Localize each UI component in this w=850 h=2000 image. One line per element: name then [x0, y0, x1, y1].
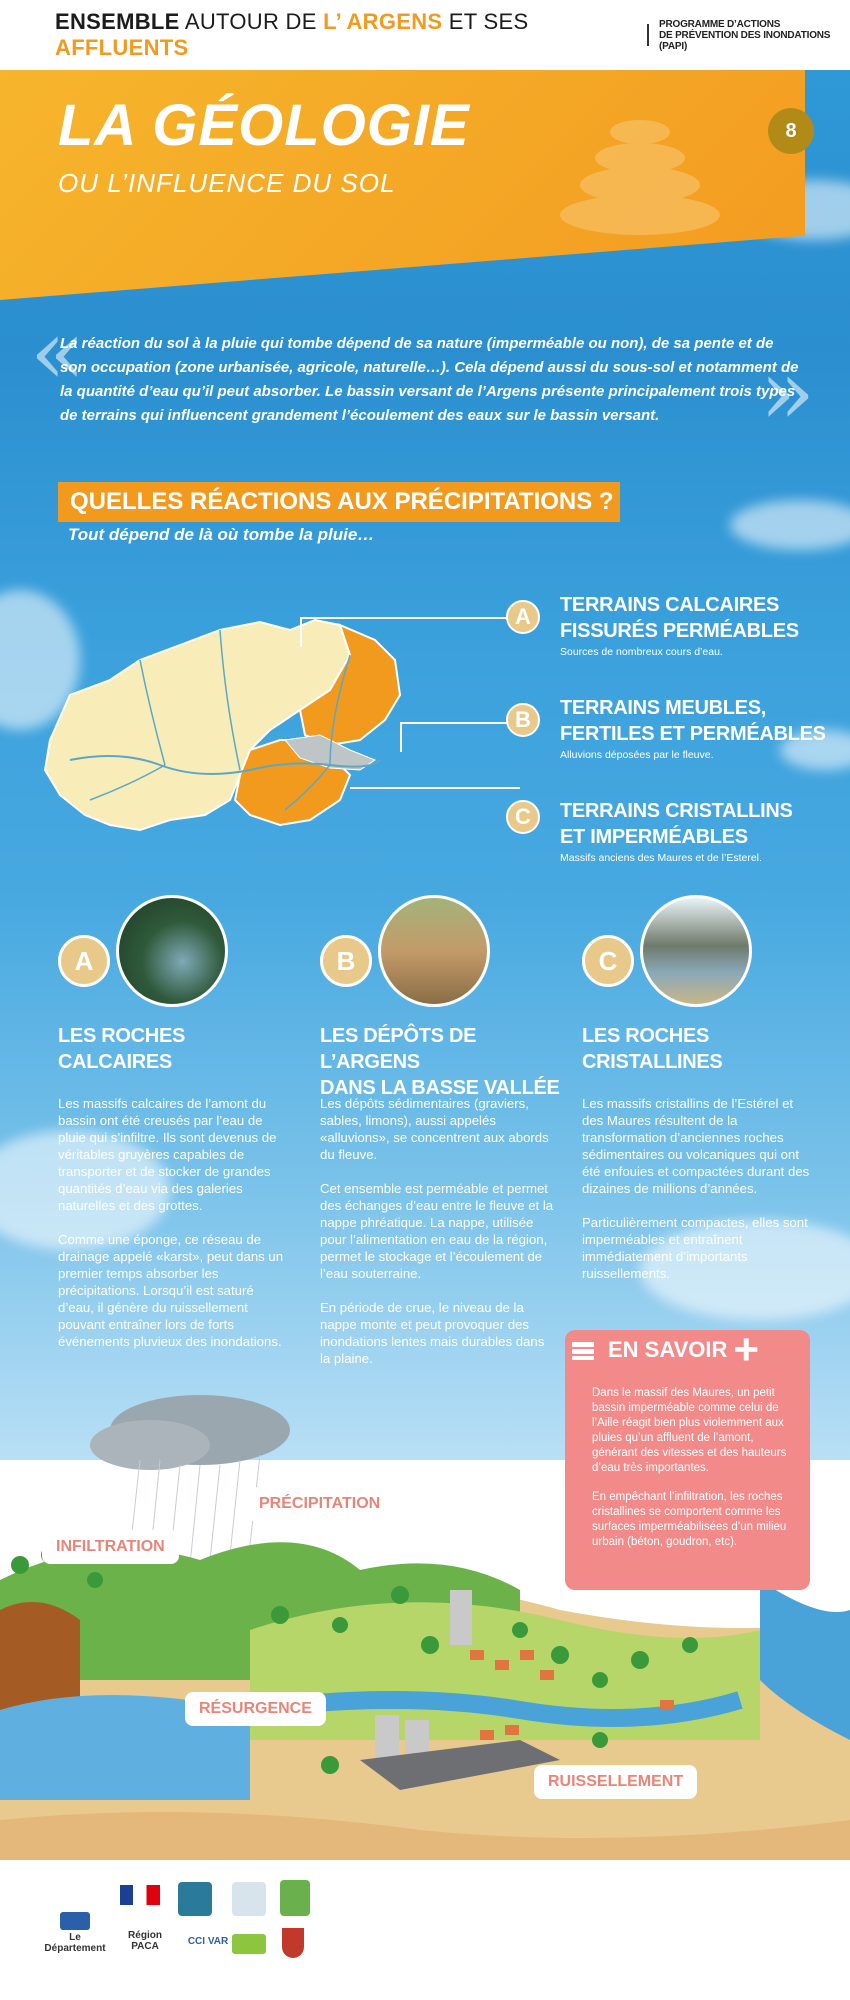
logo-republique-icon: [120, 1885, 160, 1905]
en-savoir-plus-header: [570, 1325, 760, 1374]
logo-departement-icon: [60, 1912, 90, 1930]
legend-a-line2: FISSURÉS: [560, 620, 663, 642]
column-b-title-line2: DANS LA BASSE VALLÉE: [320, 1077, 560, 1099]
badge-a: A: [58, 935, 110, 987]
column-c-paragraph: Particulièrement compactes, elles sont imperméables et entraînent immédiatement d’importants ruissellements.: [582, 1215, 808, 1281]
page-subtitle: OU L’INFLUENCE DU SOL: [58, 168, 396, 198]
header-bar: [0, 0, 850, 70]
legend-item-a: [560, 592, 799, 658]
papi-line1: PROGRAMME D’ACTIONS: [659, 18, 781, 30]
rain-cloud: [90, 1420, 210, 1470]
legend-item-b: [560, 695, 826, 761]
header-part-argens: L’ ARGENS: [323, 9, 443, 34]
legend-c-desc: Massifs anciens des Maures et de l’Esterel.: [560, 852, 762, 864]
tag-resurgence: RÉSURGENCE: [185, 1692, 326, 1726]
header-part-autour: AUTOUR DE: [179, 9, 324, 34]
column-a-paragraph: Comme une éponge, ce réseau de drainage appelé «karst», peut dans un premier temps absorber les précipitations. Lorsqu’il est saturé d’eau, il génère du ruissellement pouvant entraîner lors de forts événements pluvieux des inondations.: [58, 1232, 284, 1349]
savoir-paragraph: Dans le massif des Maures, un petit bassin imperméable comme celui de l’Aille réagit bien plus violemment aux pluies qu’un affluent de l’amont, générant des vitesses et des hauteurs d’eau très importantes.: [592, 1387, 787, 1474]
legend-b-line2: FERTILES ET: [560, 723, 690, 745]
legend-badge-b: B: [506, 703, 540, 737]
logo-agence-icon: [178, 1882, 212, 1916]
badge-c: C: [582, 935, 634, 987]
region-label-line2: PACA: [131, 1941, 159, 1952]
close-quote-icon: »: [760, 340, 816, 445]
intro-paragraph: La réaction du sol à la pluie qui tombe dépend de sa nature (imperméable ou non), de sa pente et de son occupation (zone urbanisée, agricole, naturelle…). Cela dépend aussi du sous-sol et notamment de la quantité d’eau qu’il peut absorber. Le bassin versant de l’Argens présente principalement trois types de terrains qui influencent grandement l’écoulement des eaux sur le bassin versant.: [60, 335, 799, 424]
en-savoir-plus-text: [592, 1386, 797, 1564]
building: [450, 1590, 472, 1645]
header-title: [55, 9, 635, 61]
header-part-et-ses: ET SES: [442, 9, 529, 34]
logo-crest-icon: [282, 1928, 304, 1958]
legend-badge-c: C: [506, 800, 540, 834]
photo-valley: [378, 895, 490, 1007]
logo-region-paca: [120, 1930, 170, 1952]
book-icon: [570, 1339, 596, 1361]
logo-departement: [40, 1912, 110, 1954]
papi-line2: DE PRÉVENTION DES INONDATIONS (PAPI): [659, 29, 831, 52]
column-c-title-line2: CRISTALLINES: [582, 1051, 723, 1073]
column-b-paragraph: Les dépôts sédimentaires (graviers, sables, limons), aussi appelés «alluvions», se concentrent aux abords du fleuve.: [320, 1096, 549, 1162]
cloud: [730, 500, 850, 550]
column-c-title-line1: LES ROCHES: [582, 1025, 710, 1047]
legend-c-accent: IMPERMÉABLES: [590, 826, 748, 848]
legend-a-desc: Sources de nombreux cours d’eau.: [560, 646, 723, 658]
tag-ruissellement: RUISSELLEMENT: [534, 1765, 697, 1799]
legend-a-line1: TERRAINS CALCAIRES: [560, 594, 780, 616]
region-label-line1: Région: [128, 1930, 162, 1941]
papi-label: [659, 19, 850, 52]
cliff-rock: [0, 1602, 80, 1710]
tag-infiltration: INFILTRATION: [42, 1530, 179, 1564]
column-a-title: [58, 1023, 185, 1075]
column-c-paragraph: Les massifs cristallins de l’Estérel et des Maures résultent de la transformation d’anciennes roches sédimentaires ou volcaniques qui ont été enfouies et compactées durant des dizaines de millions d’années.: [582, 1096, 810, 1196]
legend-a-accent: PERMÉABLES: [662, 620, 799, 642]
section-title: QUELLES RÉACTIONS AUX PRÉCIPITATIONS ?: [58, 482, 620, 522]
logo-eau-icon: [232, 1882, 266, 1916]
photo-waterfall: [116, 895, 228, 1007]
legend-b-accent: PERMÉABLES: [689, 723, 826, 745]
footer-logos: [0, 1860, 850, 2000]
column-c-text: [582, 1095, 817, 1299]
page-title: LA GÉOLOGIE: [58, 93, 470, 158]
tag-precipitation: PRÉCIPITATION: [245, 1487, 394, 1521]
column-b-title: [320, 1023, 570, 1101]
plus-icon: +: [733, 1325, 760, 1374]
savoir-paragraph: En empêchant l’infiltration, les roches cristallines se comportent comme les surfaces imperméabilisées d’un milieu urbain (béton, goudron, etc).: [592, 1491, 787, 1548]
column-a-title-line1: LES ROCHES: [58, 1025, 186, 1047]
logo-syndicat-icon: [280, 1880, 310, 1916]
legend-line-a: [300, 617, 510, 619]
legend-line-c: [350, 787, 520, 789]
column-b-title-line1: LES DÉPÔTS DE L’ARGENS: [320, 1025, 477, 1073]
legend-c-line1: TERRAINS CRISTALLINS: [560, 800, 793, 822]
column-a-text: [58, 1095, 293, 1367]
column-a-paragraph: Les massifs calcaires de l’amont du bassin ont été creusés par l’eau de pluie qui s’infiltre. Ils sont devenus de véritables gruyères capables de transporter et de stocker de grandes quantités d’eau via des galeries naturelles et des grottes.: [58, 1096, 277, 1213]
logo-cci-var: [178, 1936, 238, 1947]
legend-badge-a: A: [506, 600, 540, 634]
legend-line-b-vertical: [400, 722, 402, 752]
legend-item-c: [560, 798, 793, 864]
legend-c-line2: ET: [560, 826, 591, 848]
column-c-title: [582, 1023, 722, 1075]
legend-b-line1: TERRAINS MEUBLES,: [560, 697, 767, 719]
logo-partner-icon: [232, 1934, 266, 1954]
legend-line-a-vertical: [300, 617, 302, 647]
basin-map: [30, 600, 490, 850]
column-b-paragraph: Cet ensemble est perméable et permet des échanges d’eau entre le fleuve et la nappe phréatique. La nappe, utilisée pour l’alimentation en eau de la région, permet le stockage et l’écoulement de l’eau souterraine.: [320, 1181, 554, 1281]
column-a-title-line2: CALCAIRES: [58, 1051, 172, 1073]
en-savoir-label: EN SAVOIR: [608, 1337, 728, 1362]
column-b-text: [320, 1095, 555, 1384]
page-number-badge: 8: [768, 108, 814, 154]
photo-lake: [640, 895, 752, 1007]
section-subtitle: Tout dépend de là où tombe la pluie…: [68, 525, 375, 544]
legend-line-b: [400, 722, 510, 724]
logo-departement-label: Le Département: [44, 1932, 106, 1954]
legend-b-desc: Alluvions déposées par le fleuve.: [560, 749, 714, 761]
header-separator: [647, 24, 649, 46]
open-quote-icon: «: [30, 300, 86, 405]
badge-b: B: [320, 935, 372, 987]
cci-label: CCI VAR: [187, 1936, 229, 1947]
header-part-ensemble: ENSEMBLE: [55, 9, 180, 34]
header-part-affluents: AFFLUENTS: [55, 35, 189, 60]
stones-icon: [545, 90, 735, 240]
column-b-paragraph: En période de crue, le niveau de la nappe monte et peut provoquer des inondations lentes mais durables dans la plaine.: [320, 1300, 545, 1366]
